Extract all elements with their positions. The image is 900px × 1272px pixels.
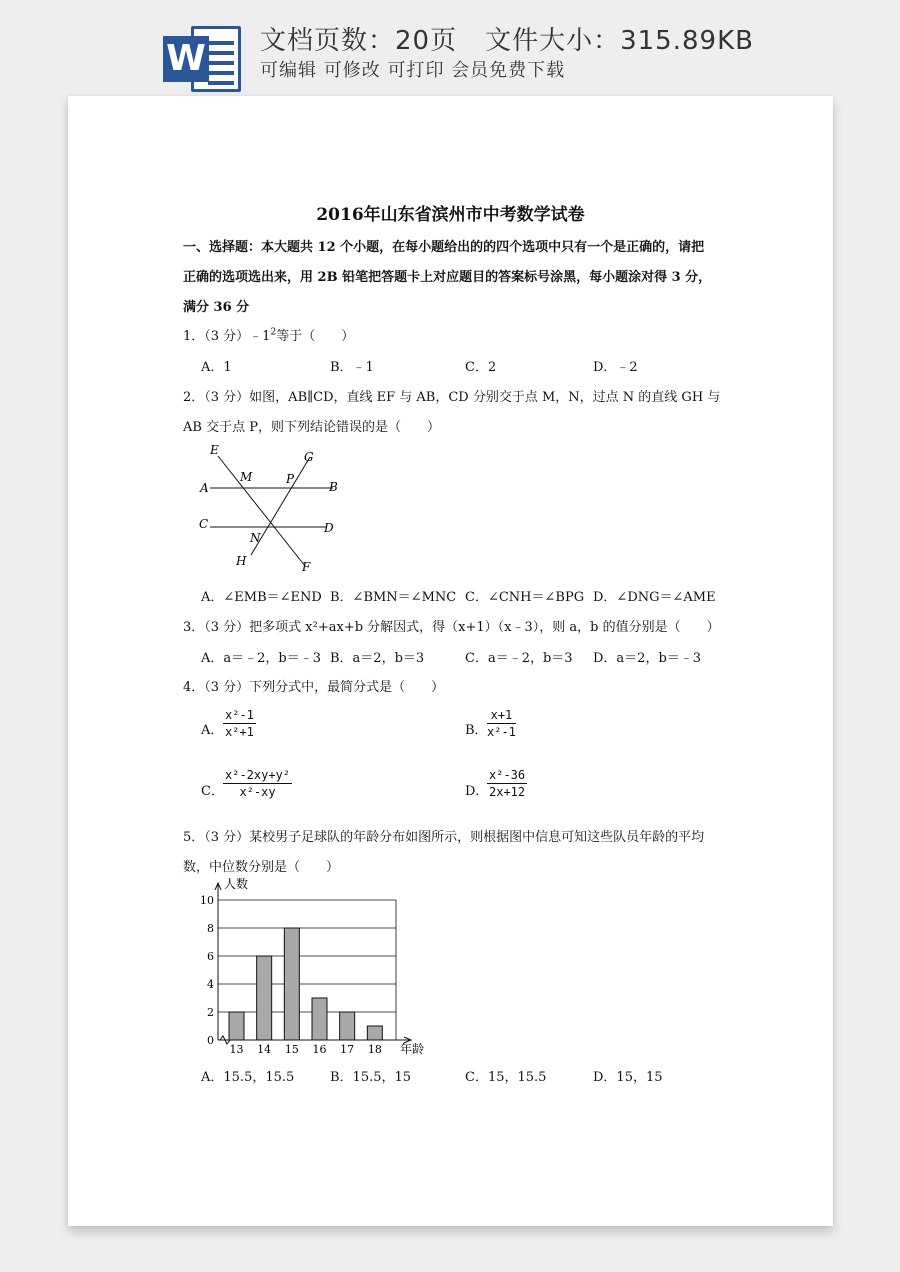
label-m: M: [240, 470, 253, 484]
q2-option-c: C．∠CNH＝∠BPG: [465, 590, 585, 605]
y-tick-label: 10: [200, 894, 214, 907]
label-n: N: [250, 531, 261, 545]
x-tick-label: 18: [367, 1043, 382, 1056]
bar-age-13: [229, 1012, 244, 1040]
y-tick-label: 2: [207, 1006, 214, 1019]
label-b: B: [329, 480, 338, 494]
download-banner: [0, 0, 900, 100]
exam-title: 2016年山东省滨州市中考数学试卷: [316, 205, 585, 225]
q4-option-a-label: A．: [201, 723, 224, 738]
bar-age-16: [312, 998, 327, 1040]
question-4-stem: 4．（3 分）下列分式中，最简分式是（ ）: [183, 680, 445, 695]
q5-option-d: D．15，15: [593, 1070, 663, 1085]
feature-list: 可编辑 可修改 可打印 会员免费下载: [260, 60, 566, 81]
label-a: A: [200, 481, 209, 495]
y-tick-label: 6: [207, 950, 214, 963]
q1-option-a: A．1: [201, 360, 232, 375]
question-5-line2: 数，中位数分别是（ ）: [183, 860, 340, 875]
q3-option-b: B．a＝2，b＝3: [330, 651, 425, 666]
q3-option-c: C．a＝﹣2，b＝3: [465, 651, 573, 666]
label-h: H: [236, 554, 247, 568]
q5-option-c: C．15，15.5: [465, 1070, 547, 1085]
x-axis-title: 年龄: [400, 1042, 425, 1056]
bar-age-15: [284, 928, 299, 1040]
q3-option-d: D．a＝2，b＝﹣3: [593, 651, 702, 666]
label-d: D: [324, 521, 334, 535]
q4-option-d-fraction: $\frac{\text{x²-36}}{2x+12}$: [489, 768, 526, 799]
question-3-stem: 3．（3 分）把多项式 x²+ax+b 分解因式，得（x+1）（x﹣3），则 a，b 的值分别是（ ）: [183, 620, 720, 635]
parallel-lines-figure: [196, 441, 356, 576]
question-5-line1: 5．（3 分）某校男子足球队的年龄分布如图所示，则根据图中信息可知这些队员年龄的平均: [183, 830, 705, 845]
x-tick-label: 16: [312, 1043, 327, 1056]
label-c: C: [199, 517, 209, 531]
file-size: 文件大小：315.89KB: [485, 26, 754, 56]
q4-option-c-label: C．: [201, 784, 224, 799]
document-page: 2016年山东省滨州市中考数学试卷 一、选择题：本大题共 12 个小题，在每小题给出的的四个选项中只有一个是正确的，请把 正确的选项选出来，用 2B 铅笔把答题卡上对应题目的答案标号涂黑，每小题涂对得 3 分， 满分 36 分 1．（3 分）$﹣1^2$等于（ ） A．1 B．﹣1 C．2 D．﹣2 2．（3 分）如图，AB∥CD，直线 EF 与 AB，CD 分别交于点 M，N，过点 N 的直线 GH 与 AB 交于点 P，则下列结论错误的是（ ） E M P G A B C D N H F A．∠EMB＝∠END B．∠BMN＝∠MNC C．∠CNH＝∠BPG D．∠DNG＝∠AME 3．（3 分）把多项式 x²+ax+b 分解因式，得（x+1）（x﹣3），则 a，b 的值分别是（ ） A．a＝﹣2，b＝﹣3 B．a＝2，b＝3 C．a＝﹣2，b＝3 D．a＝2，b＝﹣3 4．（3 分）下列分式中，最简分式是（ ） A． $\frac{\text{x²-1}}{\text{x²+1}}$ B． $\frac{x+1}{\text{x²-1}}$ C． $\frac{\text{x²-2xy+y²}}{\text{x²-xy}}$ D． $\frac{\text{x²-36}}{2x+12}$ 5．（3 分）某校男子足球队的年龄分布如图所示，则根据图中信息可知这些队员年龄的平均 数，中位数分别是（ ） 0 2 4 6 8 10 人数 年龄 13 14 15 16 17 18 A．15.5，15.5 B．15.5，15 C．15，15.5 D．15，15: [68, 96, 833, 1226]
q4-option-b-label: B．: [465, 723, 488, 738]
x-tick-label: 14: [257, 1043, 272, 1056]
q2-option-a: A．∠EMB＝∠END: [201, 590, 322, 605]
q4-option-d-label: D．: [465, 784, 489, 799]
x-tick-label: 13: [229, 1043, 244, 1056]
q4-option-b-fraction: $\frac{x+1}{\text{x²-1}}$: [487, 708, 516, 739]
question-2-line1: 2．（3 分）如图，AB∥CD，直线 EF 与 AB，CD 分别交于点 M，N，过点 N 的直线 GH 与: [183, 390, 721, 405]
label-f: F: [302, 560, 311, 574]
q2-option-b: B．∠BMN＝∠MNC: [330, 590, 457, 605]
label-p: P: [286, 472, 295, 486]
bar-age-17: [340, 1012, 355, 1040]
q1-option-c: C．2: [465, 360, 497, 375]
y-tick-label: 4: [207, 978, 214, 991]
q2-option-d: D．∠DNG＝∠AME: [593, 590, 716, 605]
y-axis-title: 人数: [224, 878, 249, 891]
q3-option-a: A．a＝﹣2，b＝﹣3: [201, 651, 322, 666]
q4-option-c-fraction: $\frac{\text{x²-2xy+y²}}{\text{x²-xy}}$: [225, 768, 291, 799]
question-2-line2: AB 交于点 P，则下列结论错误的是（ ）: [183, 420, 440, 435]
bar-age-14: [257, 956, 272, 1040]
q5-option-b: B．15.5，15: [330, 1070, 412, 1085]
label-g: G: [304, 450, 314, 464]
x-tick-label: 15: [284, 1043, 299, 1056]
page-count: 文档页数：20页: [260, 26, 458, 56]
q1-option-d: D．﹣2: [593, 360, 638, 375]
file-info: [260, 20, 754, 57]
q1-option-b: B．﹣1: [330, 360, 374, 375]
y-tick-label: 8: [207, 922, 214, 935]
y-tick-label: 0: [207, 1034, 214, 1047]
label-e: E: [210, 443, 219, 457]
x-tick-label: 17: [340, 1043, 355, 1056]
word-document-icon: W: [163, 20, 245, 98]
question-1-stem: 1．（3 分）$﹣1^2$等于（ ）: [183, 327, 355, 344]
bar-age-18: [367, 1026, 382, 1040]
q5-option-a: A．15.5，15.5: [201, 1070, 295, 1085]
q4-option-a-fraction: $\frac{\text{x²-1}}{\text{x²+1}}$: [225, 708, 254, 739]
age-bar-chart: [196, 878, 436, 1058]
